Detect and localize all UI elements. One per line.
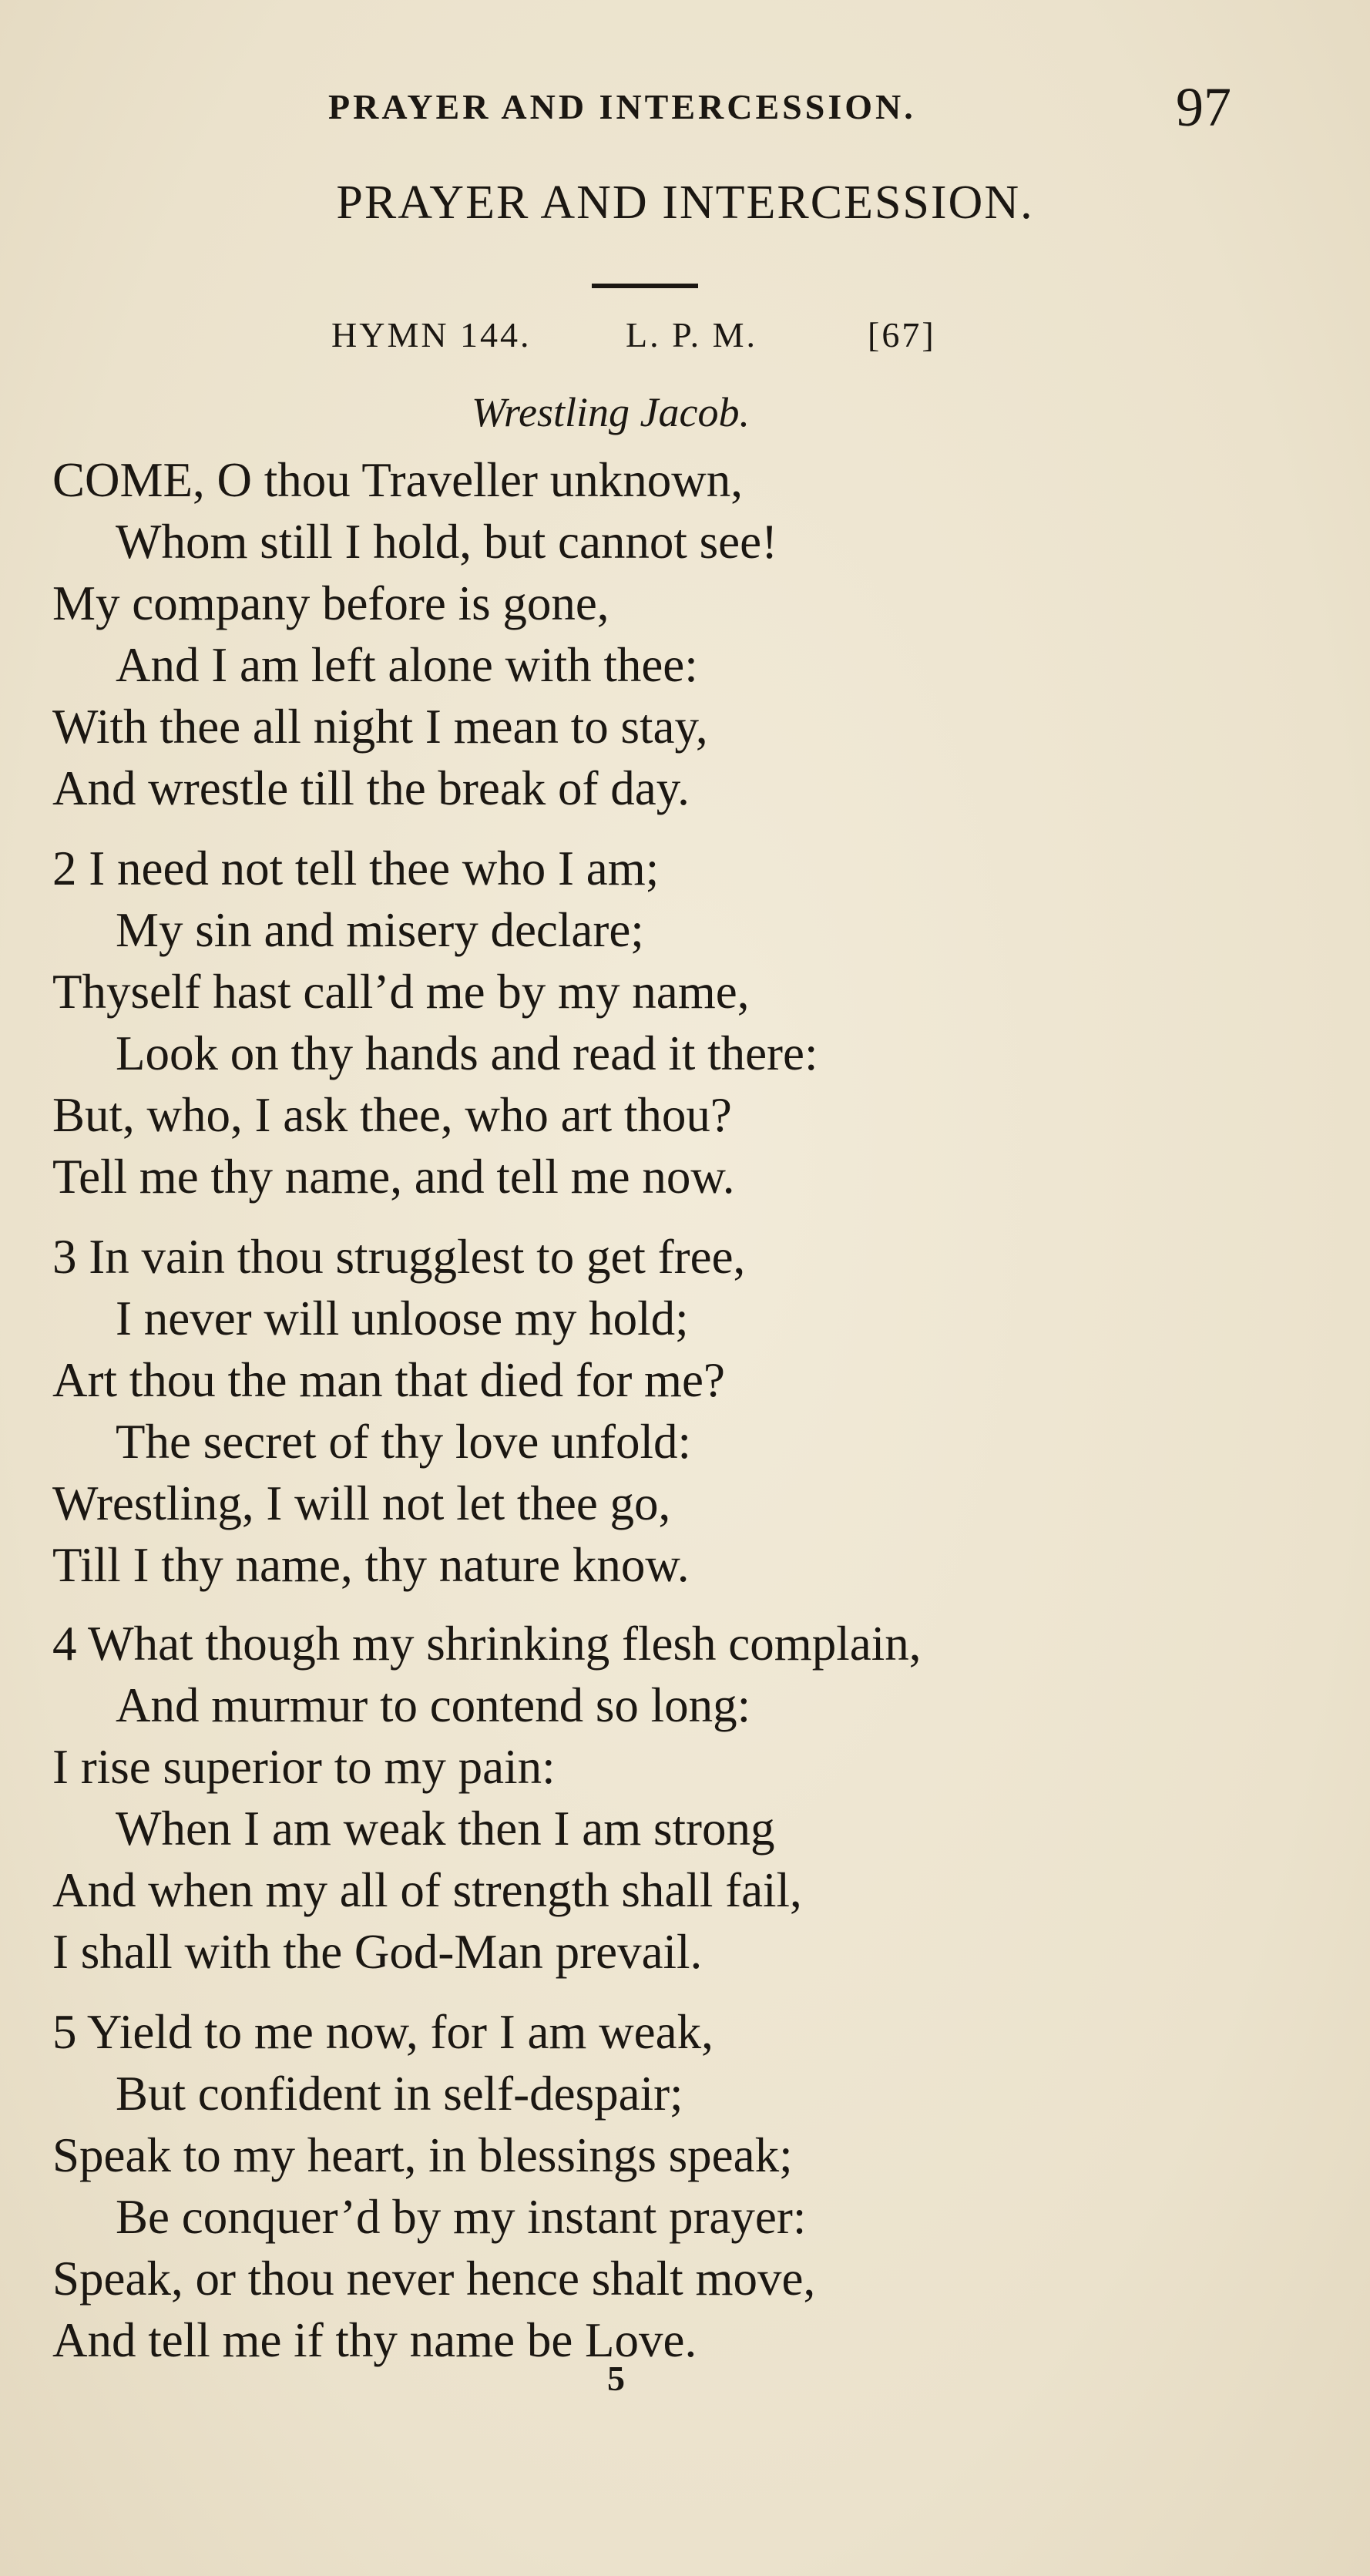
verse-2-line-2: My sin and misery declare; xyxy=(116,903,644,957)
verse-2-line-3: Thyself hast call’d me by my name, xyxy=(52,965,750,1019)
verse-4-line-6: I shall with the God-Man prevail. xyxy=(52,1925,703,1979)
verse-3-line-1: 3 In vain thou strugglest to get free, xyxy=(52,1230,746,1284)
running-head xyxy=(0,76,1370,137)
verse-5-line-3: Speak to my heart, in blessings speak; xyxy=(52,2128,793,2182)
verse-5-line-6: And tell me if thy name be Love. xyxy=(52,2313,697,2367)
verse-5-line-2: But confident in self-despair; xyxy=(116,2067,683,2121)
verse-3-line-5: Wrestling, I will not let thee go, xyxy=(52,1476,671,1530)
verse-1-line-6: And wrestle till the break of day. xyxy=(52,761,690,815)
verse-2-line-4: Look on thy hands and read it there: xyxy=(116,1026,818,1080)
verse-4-line-3: I rise superior to my pain: xyxy=(52,1740,556,1794)
running-title: PRAYER AND INTERCESSION. xyxy=(328,87,916,126)
verse-2-line-1: 2 I need not tell thee who I am; xyxy=(52,841,660,895)
hymn-number: HYMN 144. xyxy=(331,315,532,354)
hymn-heading xyxy=(0,314,1370,368)
verse-4-line-2: And murmur to contend so long: xyxy=(116,1678,751,1732)
verse-4-line-5: And when my all of strength shall fail, xyxy=(52,1863,802,1917)
section-title: PRAYER AND INTERCESSION. xyxy=(336,176,1034,229)
verse-1-line-3: My company before is gone, xyxy=(52,576,609,630)
verse-3-line-2: I never will unloose my hold; xyxy=(116,1291,689,1345)
verse-1-line-5: With thee all night I mean to stay, xyxy=(52,700,708,754)
divider-rule xyxy=(592,284,698,288)
page-number: 97 xyxy=(1176,76,1231,138)
signature-mark: 5 xyxy=(607,2359,625,2398)
verse-2-line-6: Tell me thy name, and tell me now. xyxy=(52,1150,735,1204)
verse-5-line-1: 5 Yield to me now, for I am weak, xyxy=(52,2005,714,2059)
hymn-title: Wrestling Jacob. xyxy=(472,389,750,435)
verse-5-line-4: Be conquer’d by my instant prayer: xyxy=(116,2190,807,2244)
verse-3-line-4: The secret of thy love unfold: xyxy=(116,1415,692,1469)
verse-4-line-4: When I am weak then I am strong xyxy=(116,1802,775,1856)
verse-1-line-1: COME, O thou Traveller unknown, xyxy=(52,453,743,507)
hymn-tune: [67] xyxy=(868,315,936,354)
verse-3-line-3: Art thou the man that died for me? xyxy=(52,1353,725,1407)
verse-4-line-1: 4 What though my shrinking flesh complain, xyxy=(52,1617,922,1671)
verse-2-line-5: But, who, I ask thee, who art thou? xyxy=(52,1088,732,1142)
verse-1-line-4: And I am left alone with thee: xyxy=(116,638,698,692)
verse-1-line-2: Whom still I hold, but cannot see! xyxy=(116,515,778,569)
hymn-meter: L. P. M. xyxy=(626,315,757,354)
verse-3-line-6: Till I thy name, thy nature know. xyxy=(52,1538,690,1592)
verse-5-line-5: Speak, or thou never hence shalt move, xyxy=(52,2252,816,2306)
